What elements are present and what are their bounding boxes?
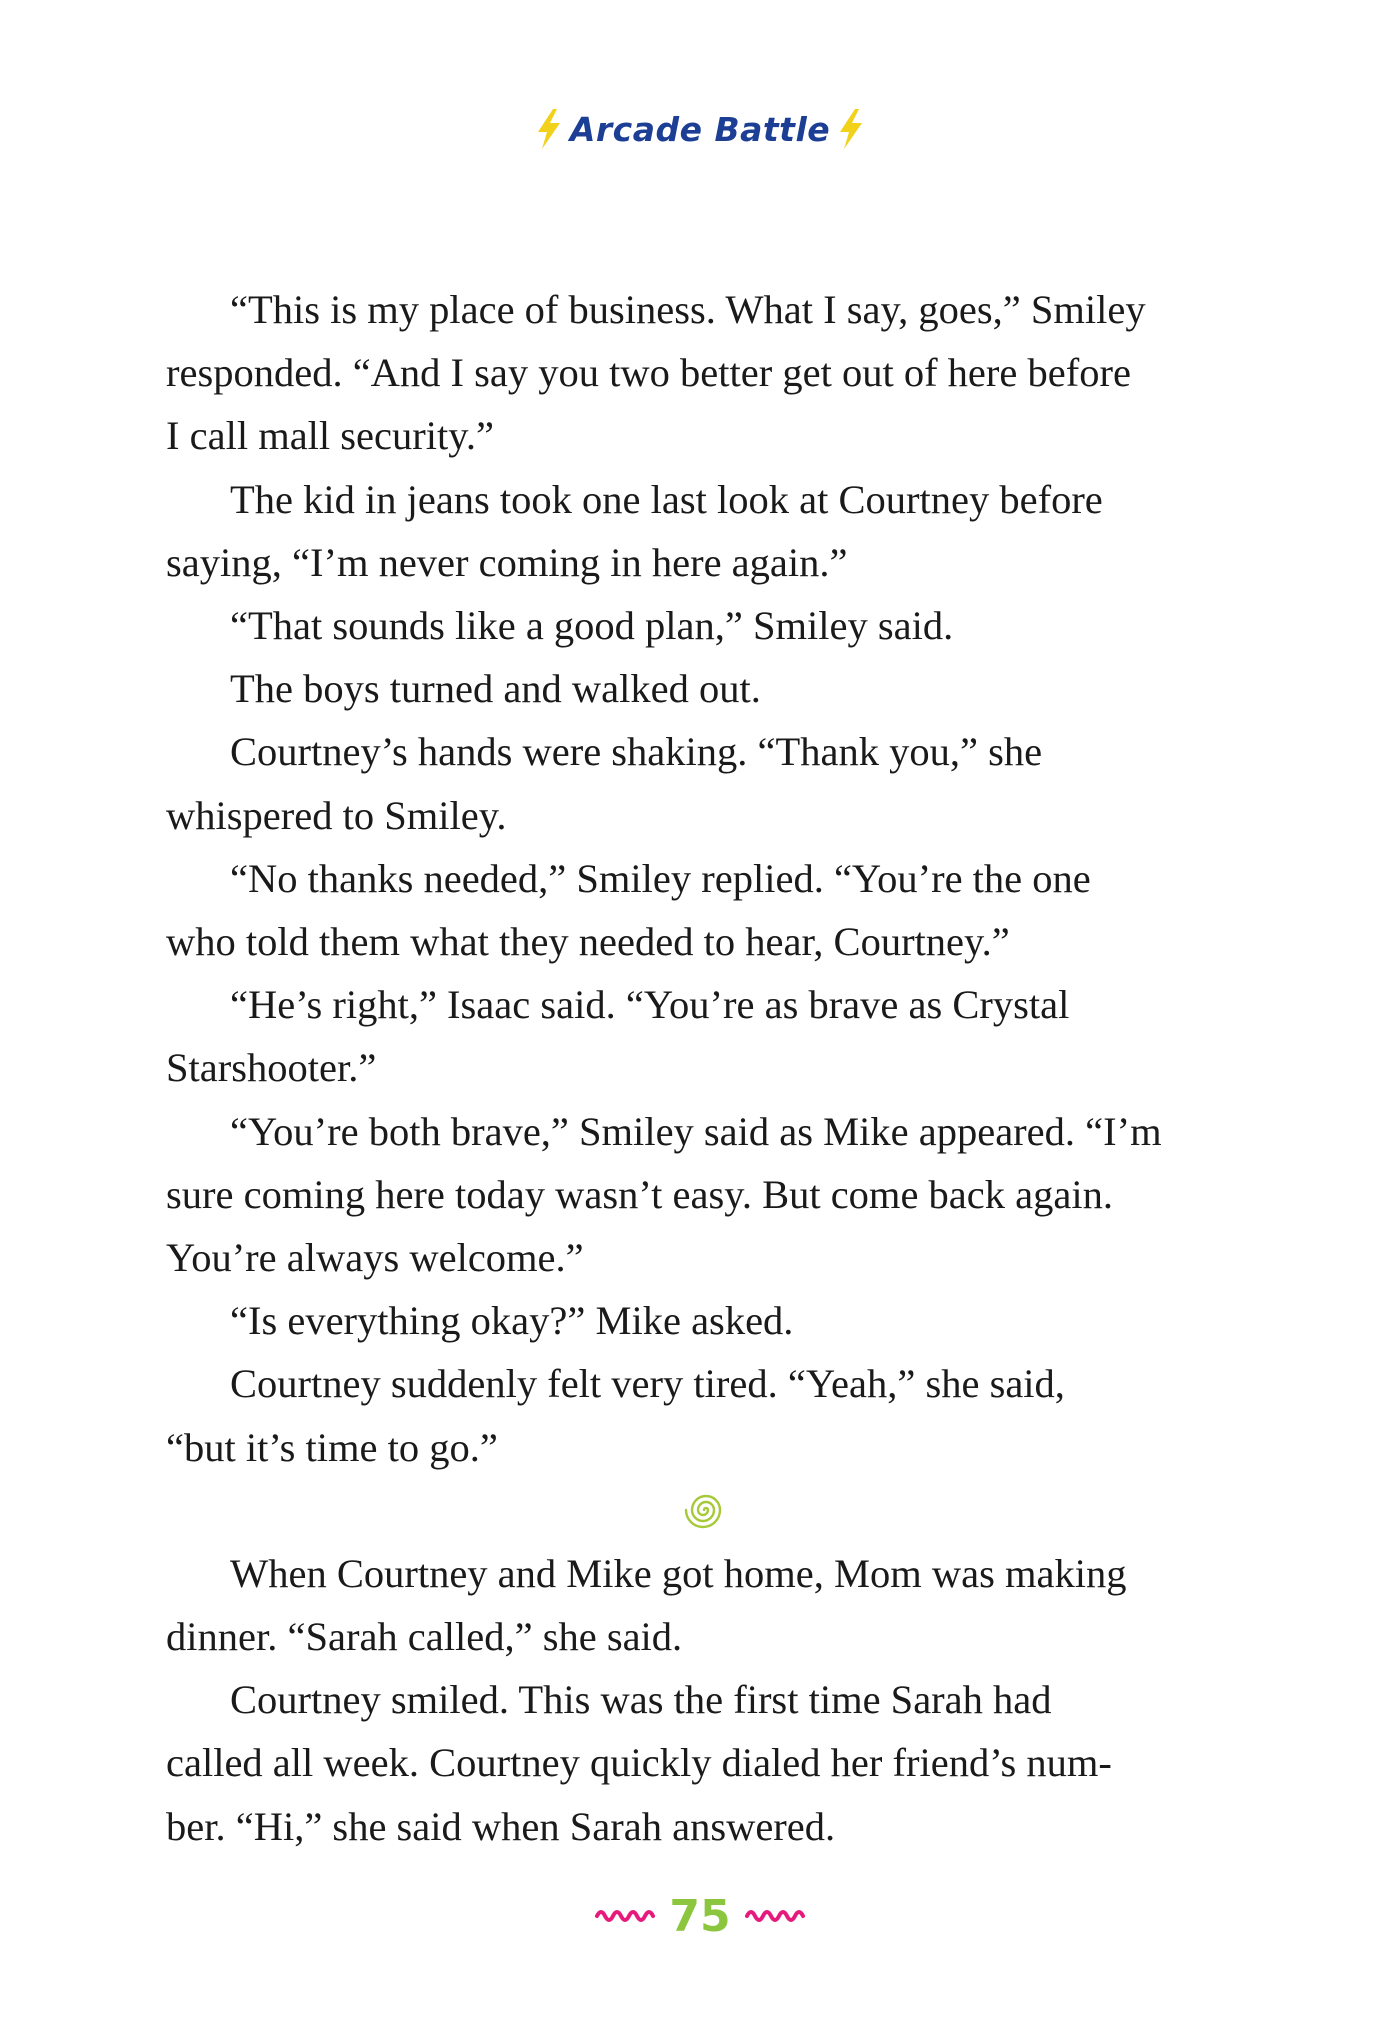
paragraph <box>166 720 1246 846</box>
text-line: Courtney’s hands were shaking. “Thank you,” she <box>230 729 1043 775</box>
spiral-icon <box>682 1486 730 1534</box>
paragraph <box>166 657 1246 720</box>
text-line: saying, “I’m never coming in here again.” <box>166 539 848 585</box>
paragraph <box>166 1542 1246 1668</box>
paragraph <box>166 1100 1246 1290</box>
lightning-bolt-icon <box>836 108 866 150</box>
text-line: “Is everything okay?” Mike asked. <box>230 1298 794 1344</box>
text-line: sure coming here today wasn’t easy. But come back again. <box>166 1171 1113 1217</box>
text-line: “He’s right,” Isaac said. “You’re as brave as Crystal <box>230 982 1070 1028</box>
text-line: responded. “And I say you two better get out of here before <box>166 350 1131 396</box>
paragraph <box>166 973 1246 1099</box>
text-line: called all week. Courtney quickly dialed her friend’s num- <box>166 1740 1112 1786</box>
text-line: whispered to Smiley. <box>166 792 507 838</box>
text-line: “but it’s time to go.” <box>166 1424 498 1470</box>
text-line: dinner. “Sarah called,” she said. <box>166 1614 683 1660</box>
text-line: “This is my place of business. What I say, goes,” Smiley <box>230 287 1146 332</box>
paragraph <box>166 847 1246 973</box>
paragraph <box>166 1668 1246 1858</box>
text-line: You’re always welcome.” <box>166 1235 584 1281</box>
page-number: 75 <box>669 1890 731 1942</box>
paragraph <box>166 1352 1246 1478</box>
running-title: Arcade Battle <box>569 109 831 149</box>
text-line: who told them what they needed to hear, Courtney.” <box>166 919 1010 965</box>
text-line: The boys turned and walked out. <box>230 666 761 712</box>
text-line: Courtney suddenly felt very tired. “Yeah,” she said, <box>230 1361 1065 1407</box>
text-line: The kid in jeans took one last look at Courtney before <box>230 476 1103 522</box>
paragraph <box>166 594 1246 657</box>
text-line: Starshooter.” <box>166 1045 377 1091</box>
paragraph <box>166 468 1246 594</box>
text-line: When Courtney and Mike got home, Mom was making <box>230 1550 1127 1596</box>
running-header <box>0 104 1400 154</box>
page-footer <box>0 1886 1400 1946</box>
section-break <box>166 1479 1246 1542</box>
squiggle-icon <box>745 1906 805 1926</box>
text-line: “You’re both brave,” Smiley said as Mike appeared. “I’m <box>230 1108 1162 1154</box>
text-line: “No thanks needed,” Smiley replied. “You’re the one <box>230 855 1091 901</box>
paragraph <box>166 1289 1246 1352</box>
squiggle-icon <box>595 1906 655 1926</box>
text-line: “That sounds like a good plan,” Smiley said. <box>230 603 954 649</box>
text-line: Courtney smiled. This was the first time Sarah had <box>230 1677 1052 1723</box>
lightning-bolt-icon <box>534 108 564 150</box>
text-line: I call mall security.” <box>166 413 494 459</box>
body-text <box>166 278 1246 1858</box>
paragraph <box>166 278 1246 468</box>
text-line: ber. “Hi,” she said when Sarah answered. <box>166 1803 836 1849</box>
